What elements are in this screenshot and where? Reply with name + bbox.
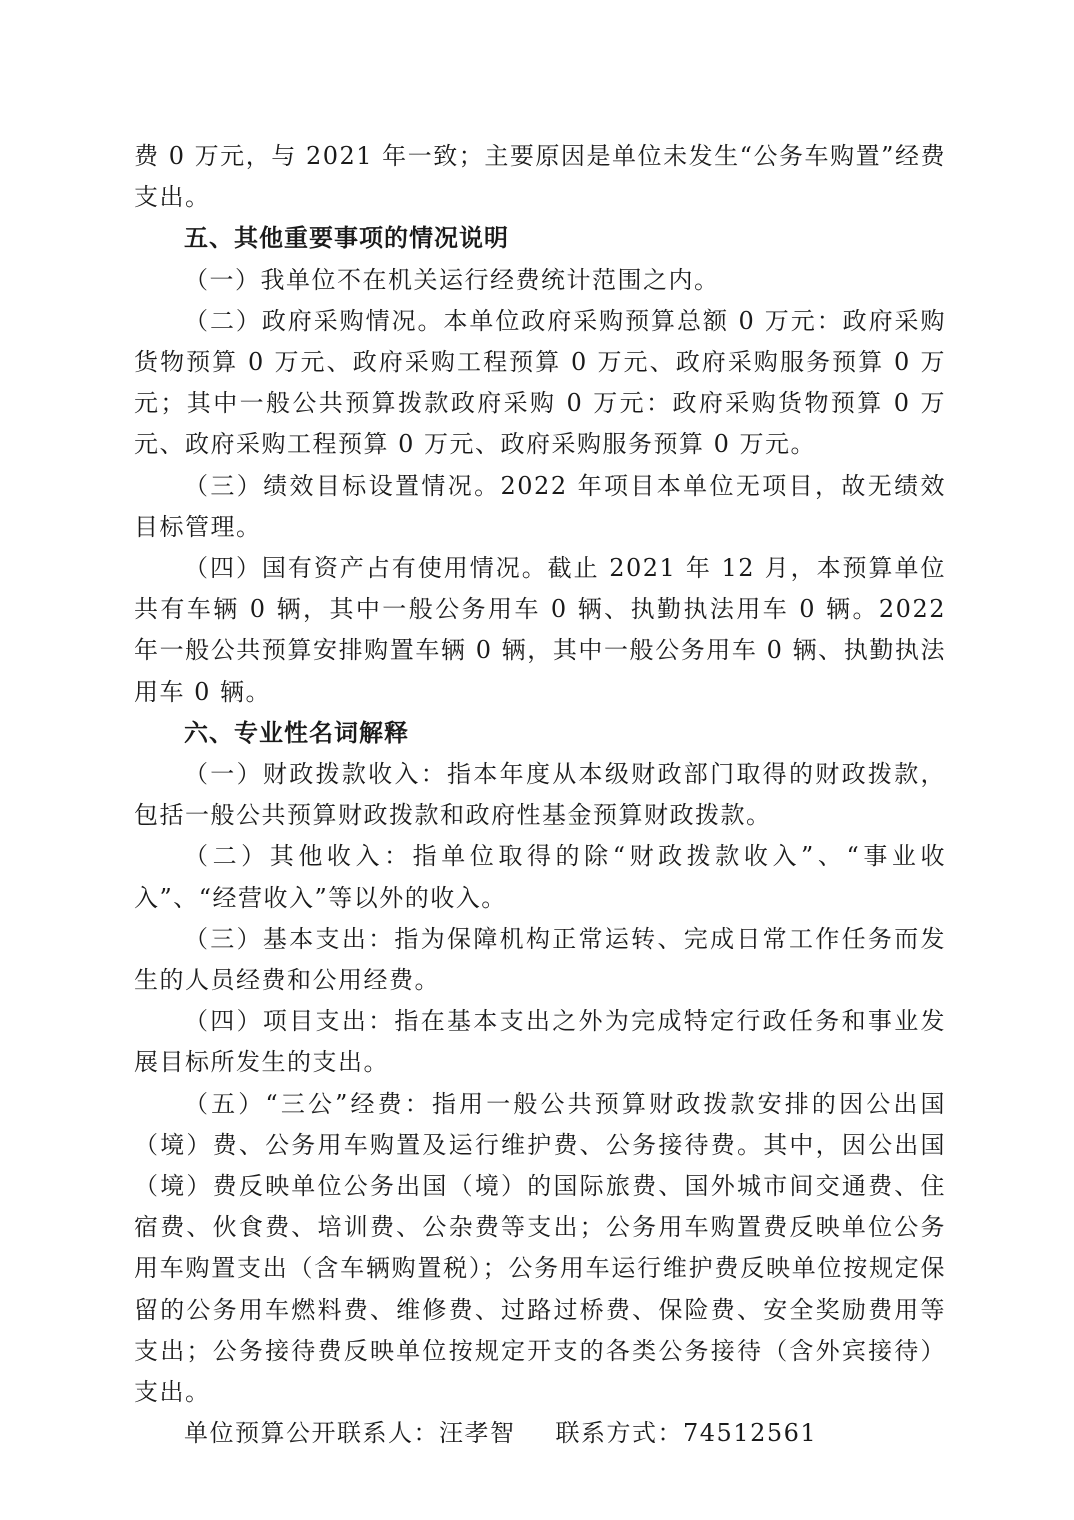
- paragraph-three-public-expenses: （五）“三公”经费：指用一般公共预算财政拨款安排的因公出国（境）费、公务用车购置及运行维护费、公务接待费。其中，因公出国（境）费反映单位公务出国（境）的国际旅费、国外城市间交通费、住宿费、伙食费、培训费、公杂费等支出；公务用车购置费反映单位公务用车购置支出（含车辆购置税）；公务用车运行维护费反映单位按规定保留的公务用车燃料费、维修费、过路过桥费、保险费、安全奖励费用等支出；公务接待费反映单位按规定开支的各类公务接待（含外宾接待）支出。: [134, 1089, 946, 1407]
- paragraph-basic-expenditure: （三）基本支出：指为保障机构正常运转、完成日常工作任务而发生的人员经费和公用经费。: [134, 924, 946, 995]
- paragraph-performance-targets: （三）绩效目标设置情况。2022 年项目本单位无项目，故无绩效目标管理。: [134, 471, 946, 541]
- paragraph-project-expenditure: （四）项目支出：指在基本支出之外为完成特定行政任务和事业发展目标所发生的支出。: [134, 1007, 946, 1077]
- paragraph-state-assets: （四）国有资产占有使用情况。截止 2021 年 12 月，本预算单位共有车辆 0 辆，其中一般公务用车 0 辆、执勤执法用车 0 辆。2022 年一般公共预算安排购置车辆 0 辆，其中一般公务用车 0 辆、执勤执法用车 0 辆。: [134, 554, 946, 706]
- contact-person: 单位预算公开联系人：汪孝智: [184, 1419, 516, 1448]
- section-heading-other-matters: 五、其他重要事项的情况说明: [184, 224, 509, 253]
- section-heading-terminology: 六、专业性名词解释: [184, 718, 409, 747]
- paragraph-other-income: （二）其他收入：指单位取得的除“财政拨款收入”、“事业收入”、“经营收入”等以外的收入。: [134, 842, 946, 912]
- paragraph-fiscal-appropriation-income: （一）财政拨款收入：指本年度从本级财政部门取得的财政拨款，包括一般公共预算财政拨款和政府性基金预算财政拨款。: [134, 760, 946, 830]
- paragraph-government-procurement: （二）政府采购情况。本单位政府采购预算总额 0 万元：政府采购货物预算 0 万元、政府采购工程预算 0 万元、政府采购服务预算 0 万元；其中一般公共预算拨款政府采购 0 万元：政府采购货物预算 0 万元、政府采购工程预算 0 万元、政府采购服务预算 0 万元。: [134, 306, 946, 459]
- contact-line: [134, 1413, 946, 1454]
- paragraph-vehicle-purchase-end: 费 0 万元，与 2021 年一致；主要原因是单位未发生“公务车购置”经费支出。: [134, 142, 946, 212]
- document-page: [134, 136, 946, 1455]
- contact-method: 联系方式：74512561: [555, 1419, 818, 1448]
- paragraph-operating-expenses: （一）我单位不在机关运行经费统计范围之内。: [184, 265, 720, 294]
